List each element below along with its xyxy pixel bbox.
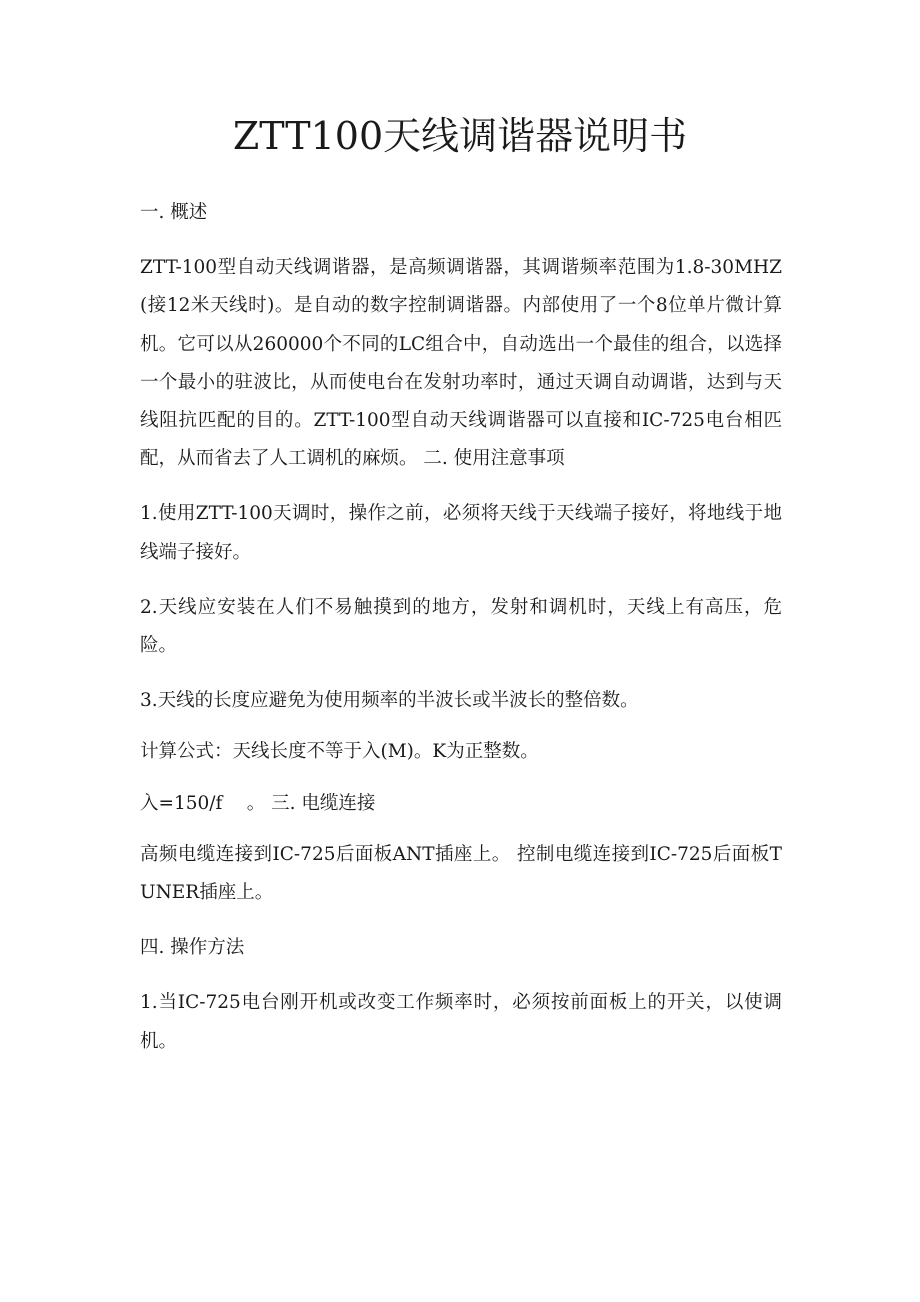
- paragraph-cable: 高频电缆连接到IC-725后面板ANT插座上。 控制电缆连接到IC-725后面板TUNER插座上。: [140, 843, 782, 904]
- paragraph-note-3: 3.天线的长度应避免为使用频率的半波长或半波长的整倍数。: [140, 690, 639, 712]
- document-title: ZTT100天线调谐器说明书: [232, 114, 688, 158]
- document-body: [140, 194, 782, 1061]
- paragraph-lambda: 入=150/f 。 三. 电缆连接: [140, 792, 376, 814]
- heading-operation: 四. 操作方法: [140, 937, 245, 959]
- paragraph-operation-1: 1.当IC-725电台刚开机或改变工作频率时，必须按前面板上的开关，以使调机。: [140, 992, 782, 1052]
- paragraph-note-2: 2.天线应安装在人们不易触摸到的地方，发射和调机时，天线上有高压，危险。: [140, 596, 782, 657]
- paragraph-formula: 计算公式：天线长度不等于入(M)。K为正整数。: [140, 741, 539, 763]
- paragraph-overview: ZTT-100型自动天线调谐器，是高频调谐器，其调谐频率范围为1.8-30MHZ(接12米天线时)。是自动的数字控制调谐器。内部使用了一个8位单片微计算机。它可以从260000个不同的LC组合中，自动选出一个最佳的组合，以选择一个最小的驻波比，从而使电台在发射功率时，通过天调自动调谐，达到与天线阻抗匹配的目的。ZTT-100型自动天线调谐器可以直接和IC-725电台相匹配，从而省去了人工调机的麻烦。 二. 使用注意事项: [140, 257, 782, 470]
- paragraph-note-1: 1.使用ZTT-100天调时，操作之前，必须将天线于天线端子接好，将地线于地线端子接好。: [140, 503, 782, 563]
- heading-overview: 一. 概述: [140, 202, 208, 223]
